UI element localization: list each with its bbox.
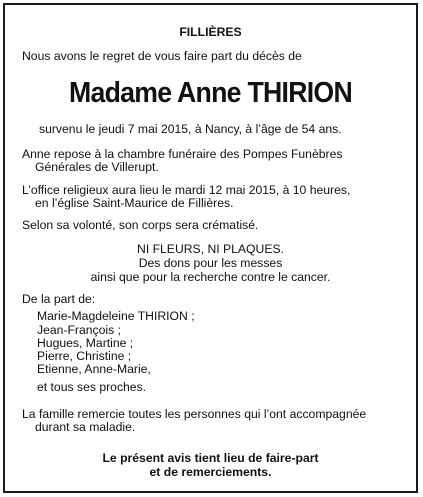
office-line-1: L’office religieux aura lieu le mardi 12 mai 2015, à 10 heures, xyxy=(22,183,351,197)
family-member: Marie-Magdeleine THIRION ; xyxy=(37,309,195,323)
family-member: Hugues, Martine ; xyxy=(37,336,134,350)
location-title: FILLIÈRES xyxy=(179,25,242,39)
closing-line-1: Le présent avis tient lieu de faire-part xyxy=(102,451,319,465)
family-member: Pierre, Christine ; xyxy=(37,349,132,363)
deceased-name: Madame Anne THIRION xyxy=(68,77,352,109)
intro-text: Nous avons le regret de vous faire part du décès de xyxy=(22,49,302,63)
office-line-2: en l’église Saint-Maurice de Fillières. xyxy=(35,196,234,210)
closing-line-2: et de remerciements. xyxy=(149,465,272,479)
thanks-line-2: durant sa maladie. xyxy=(35,420,136,434)
family-member: Etienne, Anne-Marie, xyxy=(37,362,151,376)
donations-line-1: Des dons pour les messes xyxy=(138,256,283,270)
thanks-line-1: La famille remercie toutes les personnes qui l’ont accompagnée xyxy=(22,407,367,421)
rest-line-2: Générales de Villerupt. xyxy=(35,160,159,174)
family-member: Jean-François ; xyxy=(37,323,121,337)
from-label: De la part de: xyxy=(22,292,96,306)
relatives-text: et tous ses proches. xyxy=(37,380,147,394)
rest-line-1: Anne repose à la chambre funéraire des Pompes Funèbres xyxy=(22,147,343,161)
cremation-text: Selon sa volonté, son corps sera crématisé. xyxy=(22,218,259,232)
obituary-notice xyxy=(3,3,418,493)
death-text: survenu le jeudi 7 mai 2015, à Nancy, à l’âge de 54 ans. xyxy=(39,122,342,136)
donations-line-2: ainsi que pour la recherche contre le cancer. xyxy=(90,270,331,284)
no-flowers-text: NI FLEURS, NI PLAQUES. xyxy=(137,242,284,256)
